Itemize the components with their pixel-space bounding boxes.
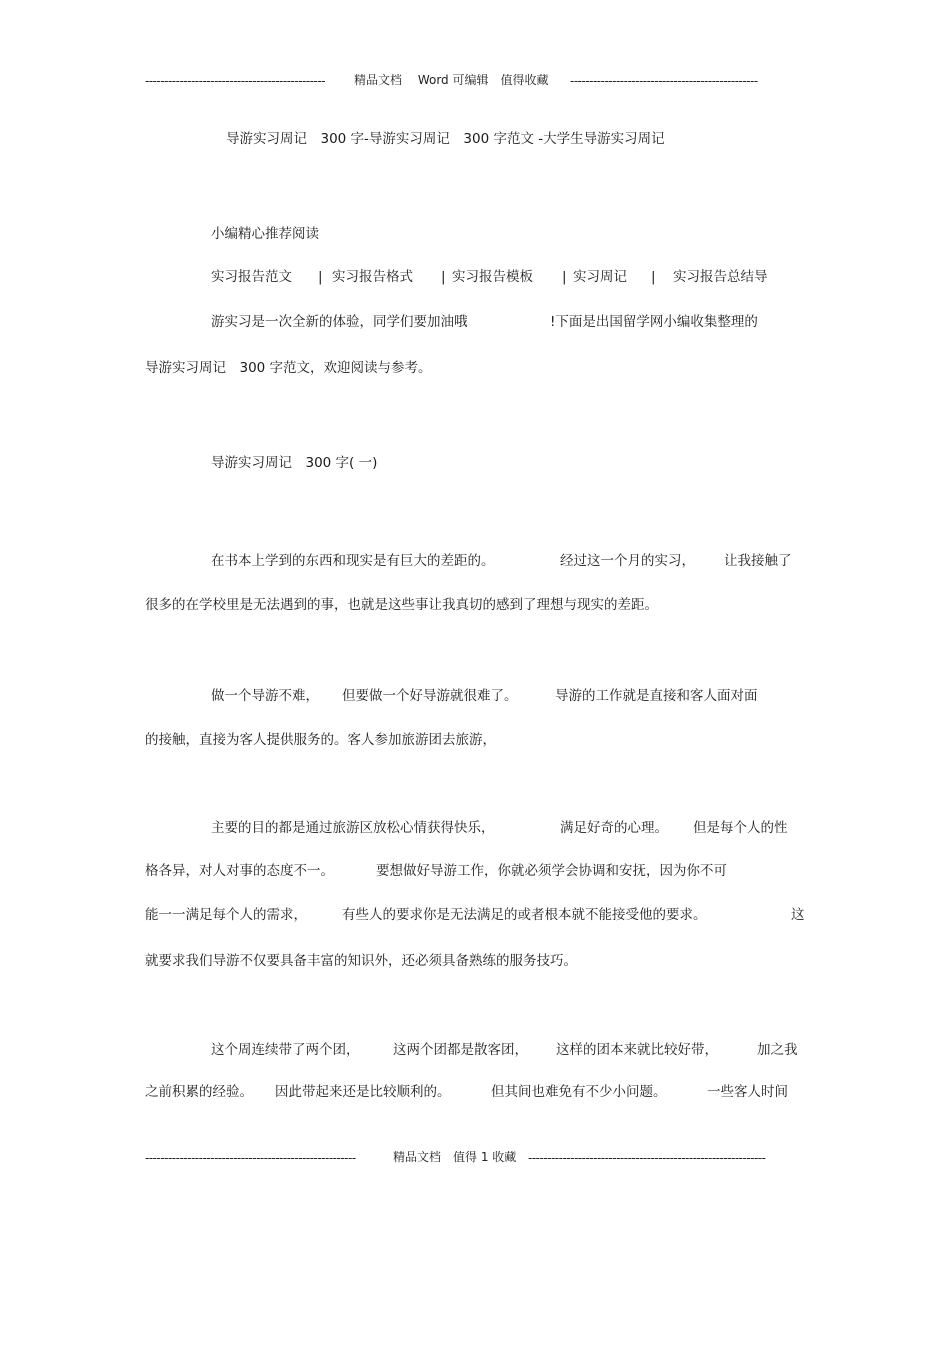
header-left-dashes: -----------------------------------------------	[145, 74, 326, 88]
header-text: 精品文档 Word 可编辑 值得收藏	[354, 73, 549, 87]
para3-line3-b: 有些人的要求你是无法满足的或者根本就不能接受他的要求。	[342, 907, 707, 923]
para1-line1-b: 经过这一个月的实习，	[560, 553, 695, 569]
page-title: 导游实习周记 300 字-导游实习周记 300 字范文 -大学生导游实习周记	[226, 131, 665, 147]
para3-line1-a: 主要的目的都是通过旅游区放松心情获得快乐，	[211, 820, 495, 836]
intro-line1-a: 游实习是一次全新的体验，同学们要加油哦	[211, 314, 468, 330]
link-report-template[interactable]: 实习报告模板	[452, 269, 533, 285]
footer-left-dashes: -------------------------------------------------------	[145, 1151, 356, 1165]
para3-line2-b: 要想做好导游工作，你就必须学会协调和安抚，因为你不可	[376, 863, 727, 879]
link-report-summary[interactable]: 实习报告总结导	[673, 269, 768, 285]
para4-line2-c: 但其间也难免有不少小问题。	[491, 1084, 667, 1100]
link-report-sample[interactable]: 实习报告范文	[211, 269, 292, 285]
para3-line3-c: 这	[791, 907, 805, 923]
para4-line2-d: 一些客人时间	[707, 1084, 788, 1100]
para2-line1-c: 导游的工作就是直接和客人面对面	[555, 688, 758, 704]
para3-line4: 就要求我们导游不仅要具备丰富的知识外，还必须具备熟练的服务技巧。	[145, 953, 577, 969]
intro-line1-b: !下面是出国留学网小编收集整理的	[550, 314, 758, 330]
footer-right-dashes: --------------------------------------------------------------	[528, 1151, 766, 1165]
link-separator: |	[318, 269, 323, 285]
para1-line2: 很多的在学校里是无法遇到的事，也就是这些事让我真切的感到了理想与现实的差距。	[145, 597, 658, 613]
para4-line2-b: 因此带起来还是比较顺利的。	[275, 1084, 451, 1100]
link-report-format[interactable]: 实习报告格式	[332, 269, 413, 285]
intro-line2: 导游实习周记 300 字范文，欢迎阅读与参考。	[145, 360, 432, 376]
para3-line1-c: 但是每个人的性	[693, 820, 788, 836]
para2-line1-b: 但要做一个好导游就很难了。	[342, 688, 518, 704]
section-heading: 导游实习周记 300 字( 一)	[211, 455, 378, 471]
link-separator: |	[562, 269, 567, 285]
link-weekly-diary[interactable]: 实习周记	[573, 269, 627, 285]
para4-line1-d: 加之我	[757, 1042, 798, 1058]
para4-line1-a: 这个周连续带了两个团，	[211, 1042, 360, 1058]
para4-line1-c: 这样的团本来就比较好带，	[556, 1042, 718, 1058]
footer-text: 精品文档 值得 1 收藏	[393, 1150, 517, 1164]
para1-line1-c: 让我接触了	[724, 553, 792, 569]
recommend-label: 小编精心推荐阅读	[211, 226, 319, 242]
para3-line1-b: 满足好奇的心理。	[560, 820, 668, 836]
link-separator: |	[651, 269, 656, 285]
para2-line2: 的接触，直接为客人提供服务的。客人参加旅游团去旅游，	[145, 732, 496, 748]
para1-line1-a: 在书本上学到的东西和现实是有巨大的差距的。	[211, 553, 495, 569]
para2-line1-a: 做一个导游不难，	[211, 688, 319, 704]
para3-line2-a: 格各异，对人对事的态度不一。	[145, 863, 334, 879]
header-right-dashes: -------------------------------------------------	[570, 74, 758, 88]
para4-line1-b: 这两个团都是散客团，	[393, 1042, 528, 1058]
para3-line3-a: 能一一满足每个人的需求，	[145, 907, 307, 923]
para4-line2-a: 之前积累的经验。	[145, 1084, 253, 1100]
link-separator: |	[441, 269, 446, 285]
